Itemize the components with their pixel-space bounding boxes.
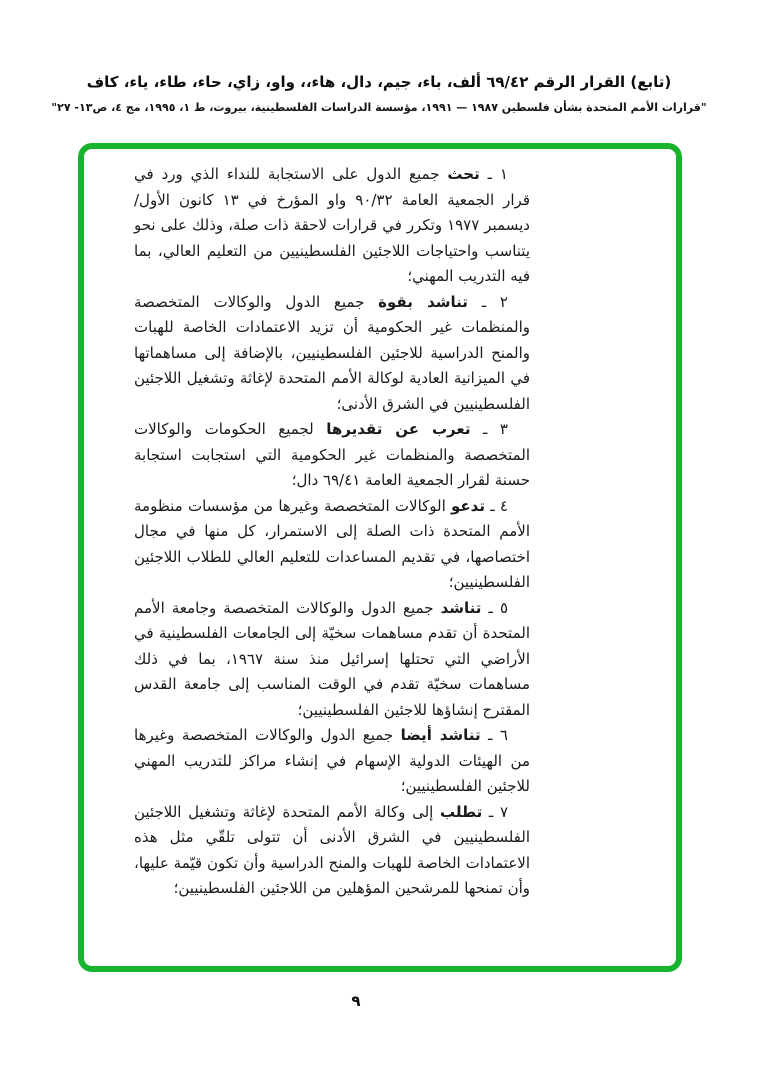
clause-text: جميع الدول والوكالات المتخصصة وجامعة الأمم المتحدة أن تقدم مساهمات سخيّة إلى الجامعات الفلسطينية في الأراضي التي تحتلها إسرائيل منذ سنة ١٩٦٧، بما في ذلك مساهمات سخيّة تقدم في الوقت المناسب إلى جامعة القدس المقترح إنشاؤها للاجئين الفلسطينيين؛ <box>134 598 530 719</box>
clause-7 <box>134 800 530 902</box>
clause-number: ٣ <box>499 420 508 438</box>
clause-number: ٥ <box>499 598 508 617</box>
source-citation: "قرارات الأمم المتحدة بشأن فلسطين ١٩٨٧ — ١٩٩١، مؤسسة الدراسات الفلسطينية، بيروت، ط ١، ١٩٩٥، مج ٤، ص١٣- ٢٧" <box>51 101 707 114</box>
clause-6 <box>134 723 530 800</box>
clause-dash: ـ <box>488 598 493 617</box>
clause-5 <box>134 596 530 724</box>
clause-text: الوكالات المتخصصة وغيرها من مؤسسات منظومة الأمم المتحدة ذات الصلة إلى الاستمرار، كل منها في مجال اختصاصها، في تقديم المساعدات للتعليم العالي للطلاب اللاجئين الفلسطينيين؛ <box>134 496 530 591</box>
clause-number: ٤ <box>499 496 508 515</box>
clause-text: إلى وكالة الأمم المتحدة لإغاثة وتشغيل اللاجئين الفلسطينيين في الشرق الأدنى أن تتولى تلقّي مثل هذه الاعتمادات الخاصة للهبات والمنح الدراسية وأن تكون قيّمة عليها، وأن تمنحها للمرشحين المؤهلين من اللاجئين الفلسطينيين؛ <box>134 802 530 897</box>
clause-lead: تناشد بقوة <box>378 292 468 311</box>
resolution-body <box>134 162 530 902</box>
clause-dash: ـ <box>481 292 487 311</box>
clause-number: ٦ <box>499 726 508 744</box>
clause-lead: تناشد أيضا <box>400 726 481 744</box>
clause-lead: تحث <box>447 165 480 183</box>
clause-lead: تطلب <box>439 802 483 821</box>
clause-dash: ـ <box>490 496 495 515</box>
clause-3 <box>134 417 530 494</box>
clause-lead: تدعو <box>451 496 485 515</box>
clause-dash: ـ <box>488 802 494 821</box>
clause-dash: ـ <box>487 165 493 183</box>
clause-lead: تناشد <box>440 598 482 617</box>
clause-2 <box>134 290 530 418</box>
page-number: ٩ <box>351 992 361 1010</box>
clause-number: ٢ <box>499 292 508 311</box>
clause-text: جميع الدول والوكالات المتخصصة وغيرها من الهيئات الدولية الإسهام في إنشاء مراكز للتدريب المهني للاجئين الفلسطينيين؛ <box>134 726 530 795</box>
clause-lead: تعرب عن تقديرها <box>326 420 471 438</box>
clause-text: جميع الدول على الاستجابة للنداء الذي ورد في قرار الجمعية العامة ٩٠/٣٢ واو المؤرخ في ١٣ كانون الأول/ديسمبر ١٩٧٧ وتكرر في قرارات لاحقة ذات صلة، وذلك على نحو يتناسب واحتياجات اللاجئين الفلسطينيين من التعليم العالي، بما فيه التدريب المهني؛ <box>134 165 530 285</box>
clause-dash: ـ <box>482 420 488 438</box>
clause-number: ١ <box>499 165 508 183</box>
clause-dash: ـ <box>488 726 493 744</box>
clause-text: جميع الدول والوكالات المتخصصة والمنظمات غير الحكومية أن تزيد الاعتمادات الخاصة للهبات والمنح الدراسية للاجئين الفلسطينيين، بالإضافة إلى مساهماتها في الميزانية العادية لوكالة الأمم المتحدة لإغاثة وتشغيل اللاجئين الفلسطينيين في الشرق الأدنى؛ <box>134 292 530 413</box>
clause-1 <box>134 162 530 290</box>
resolution-title: (تابع) القرار الرقم ٦٩/٤٢ ألف، باء، جيم، دال، هاء،، واو، زاي، حاء، طاء، ياء، كاف <box>86 73 672 91</box>
clause-text: لجميع الحكومات والوكالات المتخصصة والمنظمات غير الحكومية التي استجابت استجابة حسنة لقرار الجمعية العامة ٦٩/٤١ دال؛ <box>134 420 530 489</box>
clause-4 <box>134 494 530 596</box>
clause-number: ٧ <box>499 802 508 821</box>
